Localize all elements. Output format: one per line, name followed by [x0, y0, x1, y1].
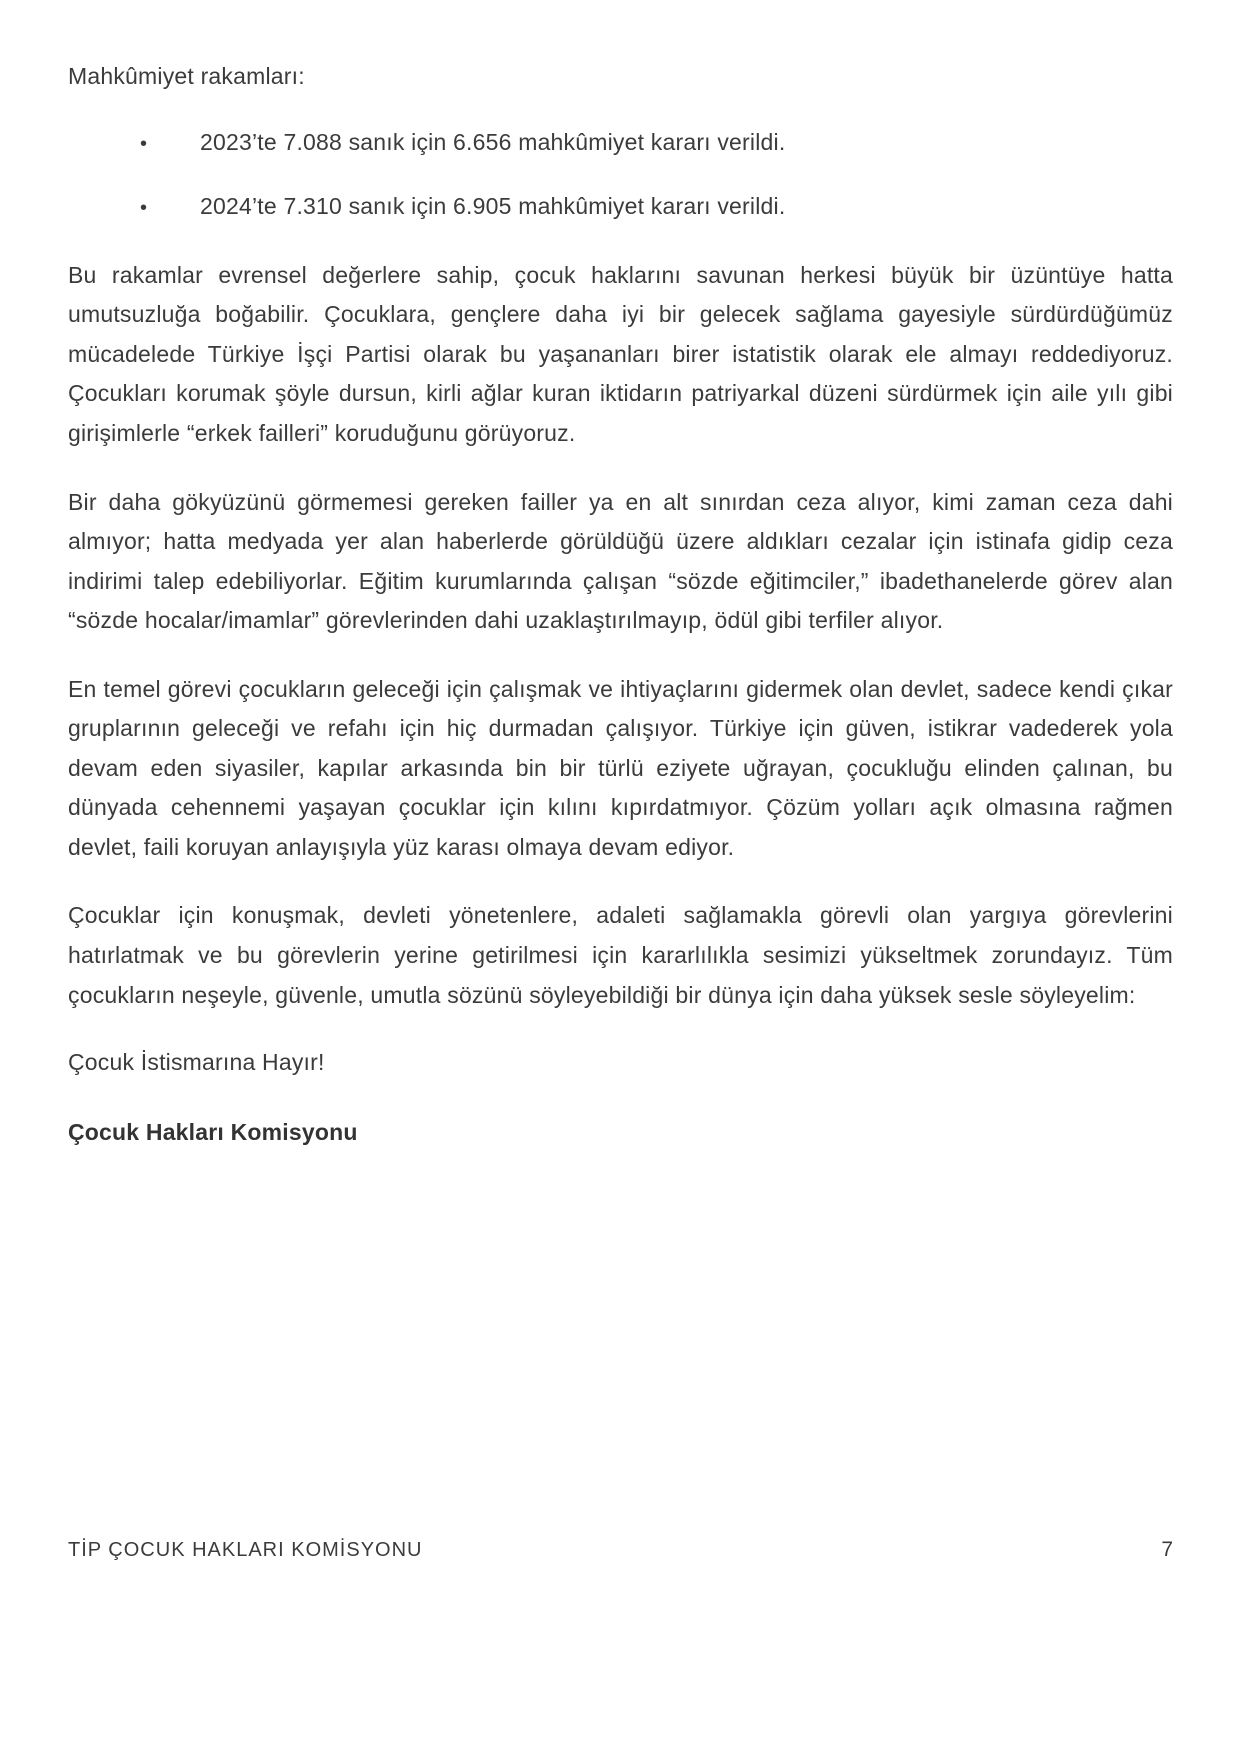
bullet-list	[68, 124, 1173, 226]
page-footer	[68, 1538, 1173, 1562]
page-number: 7	[1161, 1538, 1173, 1561]
bullet-marker: •	[140, 132, 148, 155]
body-paragraph: Bu rakamlar evrensel değerlere sahip, çocuk haklarını savunan herkesi büyük bir üzüntüye hatta umutsuzluğa boğabilir. Çocuklara, gençlere daha iyi bir gelecek sağlama gayesiyle sürdürdüğümüz mücadelede Türkiye İşçi Partisi olarak bu yaşananları birer istatistik olarak ele almayı reddediyoruz. Çocukları korumak şöyle dursun, kirli ağlar kuran iktidarın patriyarkal düzeni sürdürmek için aile yılı gibi girişimlerle “erkek failleri” koruduğunu görüyoruz.	[68, 261, 1173, 446]
body-paragraph: Çocuklar için konuşmak, devleti yönetenlere, adaleti sağlamakla görevli olan yargıya görevlerini hatırlatmak ve bu görevlerin yerine getirilmesi için kararlılıkla sesimizi yükseltmek zorundayız. Tüm çocukların neşeyle, güvenle, umutla sözünü söyleyebildiği bir dünya için daha yüksek sesle söyleyelim:	[68, 902, 1173, 1008]
body-paragraph: En temel görevi çocukların geleceği için çalışmak ve ihtiyaçlarını gidermek olan devlet, sadece kendi çıkar gruplarının geleceği ve refahı için hiç durmadan çalışıyor. Türkiye için güven, istikrar vadederek yola devam eden siyasiler, kapılar arkasında bin bir türlü eziyete uğrayan, çocukluğu elinden çalınan, bu dünyada cehennemi yaşayan çocuklar için kılını kıpırdatmıyor. Çözüm yolları açık olmasına rağmen devlet, faili koruyan anlayışıyla yüz karası olmaya devam ediyor.	[68, 675, 1173, 860]
body-paragraph: Bir daha gökyüzünü görmemesi gereken failler ya en alt sınırdan ceza alıyor, kimi zaman ceza dahi almıyor; hatta medyada yer alan haberlerde görüldüğü üzere aldıkları cezalar için istinafa gidip ceza indirimi talep edebiliyorlar. Eğitim kurumlarında çalışan “sözde eğitimciler,” ibadethanelerde görev alan “sözde hocalar/imamlar” görevlerinden dahi uzaklaştırılmayıp, ödül gibi terfiler alıyor.	[68, 488, 1173, 634]
intro-line: Mahkûmiyet rakamları:	[68, 63, 305, 89]
bullet-text: 2024’te 7.310 sanık için 6.905 mahkûmiyet kararı verildi.	[200, 192, 786, 219]
bullet-text: 2023’te 7.088 sanık için 6.656 mahkûmiyet kararı verildi.	[200, 128, 786, 155]
list-item	[68, 124, 1173, 162]
footer-title: TİP ÇOCUK HAKLARI KOMİSYONU	[68, 1539, 423, 1561]
signature-line: Çocuk Hakları Komisyonu	[68, 1119, 358, 1146]
slogan-line: Çocuk İstismarına Hayır!	[68, 1049, 325, 1076]
list-item	[68, 188, 1173, 226]
bullet-marker: •	[140, 196, 148, 219]
